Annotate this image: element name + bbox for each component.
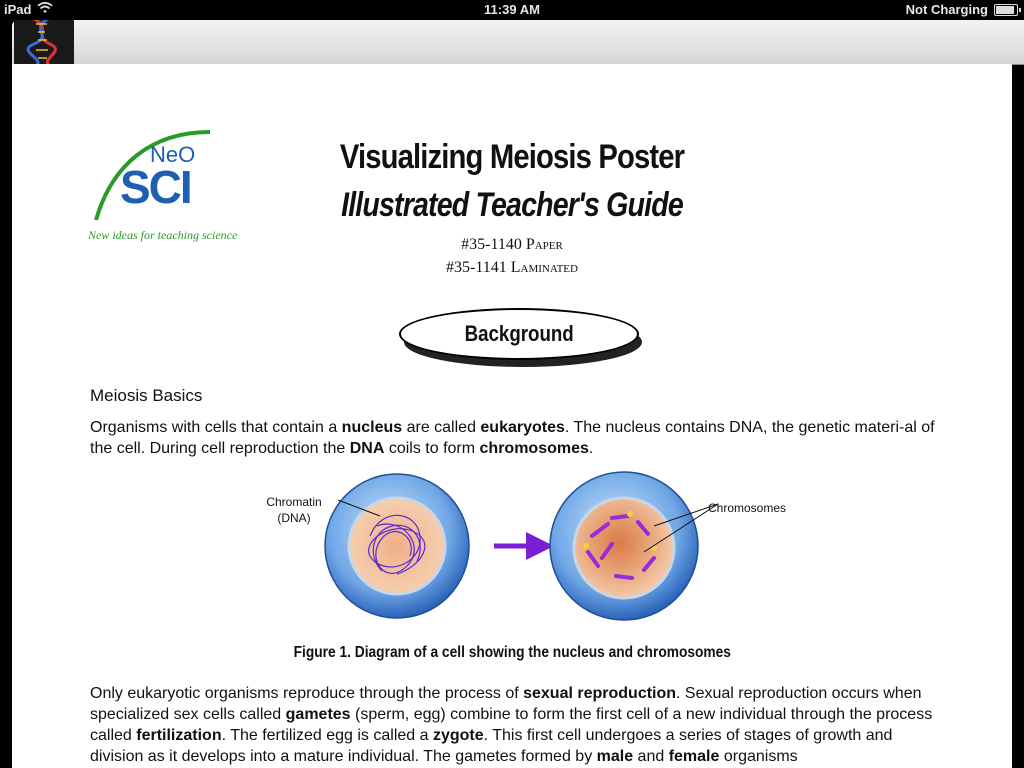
paragraph-sexual-reproduction: Only eukaryotic organisms reproduce through the process of sexual reproduction. Sexual reproduction occurs when specialized sex cells called gametes (sperm, egg) combine to form the first cell of a new individual through the process called fertilization. The fertilized egg is called a zygote. This first cell undergoes a series of stages of growth and division as it develops into a mature individual. The gametes formed by male and female organisms xyxy=(90,685,933,765)
clock: 11:39 AM xyxy=(484,2,540,17)
battery-icon xyxy=(994,4,1018,16)
section-title: Background xyxy=(464,321,574,346)
section-heading: Meiosis Basics xyxy=(90,386,203,405)
document-title: Visualizing Meiosis Poster xyxy=(339,138,685,176)
logo-sci-text: SCI xyxy=(120,161,191,213)
cell-diagram xyxy=(252,466,772,636)
document-page[interactable] xyxy=(12,64,1012,768)
paragraph-eukaryotes: Organisms with cells that contain a nucleus are called eukaryotes. The nucleus contains DNA, the genetic materi-al of the cell. During cell reproduction the DNA coils to form chromosomes. xyxy=(90,419,935,457)
label-chromatin: Chromatin xyxy=(266,495,322,509)
status-bar xyxy=(0,0,1024,20)
section-banner xyxy=(399,308,639,360)
logo-neo-text: NeO xyxy=(150,142,196,167)
label-dna: (DNA) xyxy=(277,511,311,525)
figure-caption-text: Figure 1. Diagram of a cell showing the nucleus and chromosomes xyxy=(293,644,731,661)
charging-status: Not Charging xyxy=(905,2,988,17)
nucleus-right xyxy=(574,498,674,598)
transition-arrow xyxy=(494,532,554,560)
dna-app-icon[interactable] xyxy=(14,20,74,64)
device-label: iPad xyxy=(4,2,32,17)
logo-tagline: New ideas for teaching science xyxy=(88,228,238,242)
product-code-paper: #35-1140 Paper xyxy=(461,236,563,253)
figure-caption xyxy=(12,644,1012,662)
label-chromatin-group xyxy=(262,494,326,526)
nucleus-left xyxy=(349,498,445,594)
product-code-laminated: #35-1141 Laminated xyxy=(446,259,578,276)
label-chromosomes: Chromosomes xyxy=(708,501,787,515)
app-toolbar xyxy=(12,20,1024,65)
document-subtitle: Illustrated Teacher's Guide xyxy=(341,186,683,224)
